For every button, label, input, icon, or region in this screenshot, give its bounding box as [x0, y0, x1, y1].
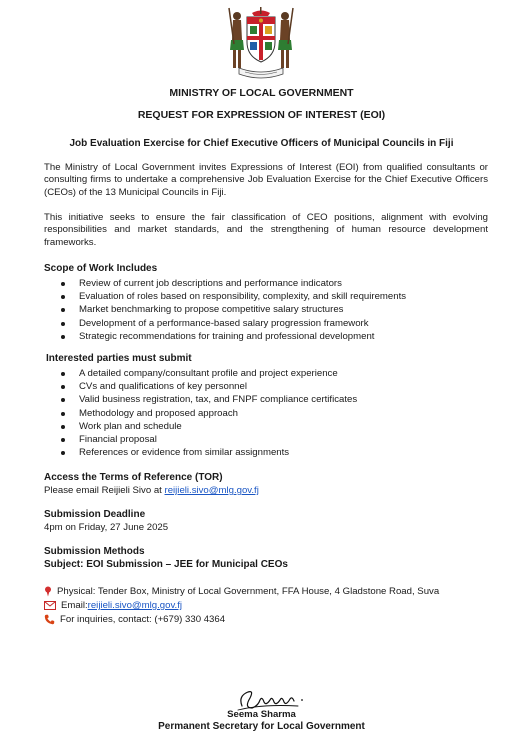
tor-email-link[interactable]: reijieli.sivo@mlg.gov.fj [164, 485, 259, 496]
submit-list [44, 367, 357, 459]
list-item: Methodology and proposed approach [44, 407, 357, 420]
ministry-title: MINISTRY OF LOCAL GOVERNMENT [169, 87, 354, 99]
list-item: Work plan and schedule [44, 420, 357, 433]
purpose-paragraph: This initiative seeks to ensure the fair classification of CEO positions, alignment with evolving responsibilities and market standards, and the strengthening of human resource development frameworks. [44, 212, 488, 248]
list-item: Valid business registration, tax, and FNPF compliance certificates [44, 393, 357, 406]
list-item: A detailed company/consultant profile and project experience [44, 367, 357, 380]
intro-paragraph: The Ministry of Local Government invites Expressions of Interest (EOI) from qualified consultants or consulting firms to undertake a comprehensive Job Evaluation Exercise for the Chief Executive Officers (CEOs) of the 13 Municipal Councils in Fiji. [44, 162, 488, 198]
list-item: Strategic recommendations for training and professional development [44, 330, 406, 343]
scope-heading: Scope of Work Includes [44, 263, 158, 274]
list-item: Market benchmarking to propose competitive salary structures [44, 303, 406, 316]
phone-text: For inquiries, contact: (+679) 330 4364 [60, 614, 226, 625]
submit-heading: Interested parties must submit [46, 353, 192, 364]
scope-list [44, 277, 406, 343]
signatory-title: Permanent Secretary for Local Government [158, 721, 365, 732]
phone-contact [44, 614, 225, 625]
list-item: Financial proposal [44, 433, 357, 446]
mail-icon [44, 601, 56, 610]
tor-instruction [44, 485, 259, 496]
deadline-heading: Submission Deadline [44, 509, 146, 520]
contact-email-link[interactable]: reijieli.sivo@mlg.gov.fj [87, 600, 182, 611]
tor-text: Please email Reijieli Sivo at [44, 485, 165, 496]
tor-heading: Access the Terms of Reference (TOR) [44, 472, 223, 483]
list-item: References or evidence from similar assignments [44, 446, 357, 459]
fiji-coat-of-arms-icon [225, 4, 297, 80]
methods-heading: Submission Methods [44, 546, 145, 557]
list-item: Development of a performance-based salary progression framework [44, 317, 406, 330]
map-pin-icon [44, 586, 52, 597]
list-item: Review of current job descriptions and performance indicators [44, 277, 406, 290]
physical-address: Physical: Tender Box, Ministry of Local Government, FFA House, 4 Gladstone Road, Suva [57, 586, 440, 597]
email-label: Email: [61, 600, 88, 611]
email-contact [44, 600, 182, 611]
list-item: Evaluation of roles based on responsibility, complexity, and skill requirements [44, 290, 406, 303]
physical-contact [44, 586, 439, 597]
signatory-name: Seema Sharma [227, 709, 296, 720]
deadline-text: 4pm on Friday, 27 June 2025 [44, 522, 169, 533]
methods-subject: Subject: EOI Submission – JEE for Municipal CEOs [44, 559, 288, 570]
document-subject: Job Evaluation Exercise for Chief Executive Officers of Municipal Councils in Fiji [69, 138, 454, 149]
phone-icon [44, 614, 55, 625]
document-title: REQUEST FOR EXPRESSION OF INTEREST (EOI) [137, 109, 386, 121]
list-item: CVs and qualifications of key personnel [44, 380, 357, 393]
